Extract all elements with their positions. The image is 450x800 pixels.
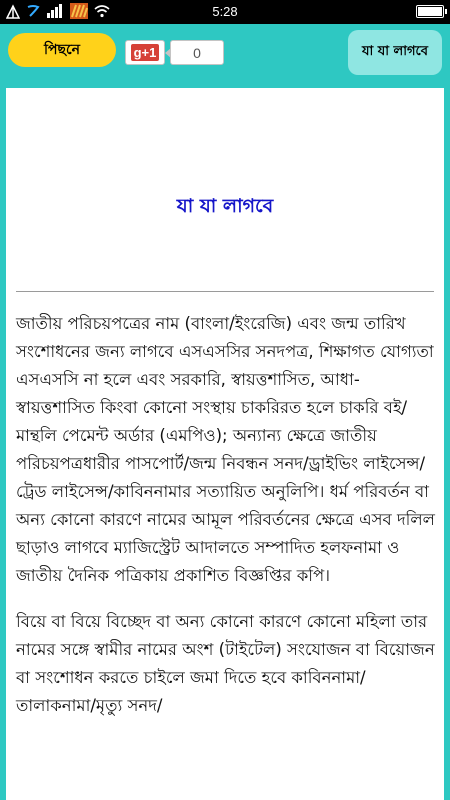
google-plus-one-button[interactable] xyxy=(125,40,165,65)
content-heading: যা যা লাগবে xyxy=(176,195,274,217)
divider xyxy=(16,291,434,292)
page-title-button[interactable]: যা যা লাগবে xyxy=(348,30,442,75)
content-paragraph: বিয়ে বা বিয়ে বিচ্ছেদ বা অন্য কোনো কারণে কোনো মহিলা তার নামের সঙ্গে স্বামীর নামের অংশ (টাইটেল) সংযোজন বা বিয়োজন বা সংশোধন করতে চাইলে জমা দিতে হবে কাবিননামা/তালাকনামা/মৃত্যু সনদ/ xyxy=(16,612,435,715)
plus-one-count: 0 xyxy=(170,40,224,65)
content-card xyxy=(6,88,444,800)
google-plus-icon: g+1 xyxy=(131,44,160,61)
status-time: 5:28 xyxy=(212,4,238,19)
battery-icon xyxy=(416,5,444,18)
content-body xyxy=(16,310,438,738)
status-bar xyxy=(0,0,450,24)
back-button[interactable]: পিছনে xyxy=(8,33,116,67)
content-paragraph: জাতীয় পরিচয়পত্রের নাম (বাংলা/ইংরেজি) এবং জন্ম তারিখ সংশোধনের জন্য লাগবে এসএসসির সনদপত্র, শিক্ষাগত যোগ্যতা এসএসসি না হলে এবং সরকারি, স্বায়ত্তশাসিত, আধা-স্বায়ত্তশাসিত কিংবা কোনো সংস্থায় চাকরিরত হলে চাকরি বই/মান্থলি পেমেন্ট অর্ডার (এমপিও); অন্যান্য ক্ষেত্রে জাতীয় পরিচয়পত্রধারীর পাসপোর্ট/জন্ম নিবন্ধন সনদ/ড্রাইভিং লাইসেন্স/ট্রেড লাইসেন্স/কাবিননামার সত্যায়িত অনুলিপি। ধর্ম পরিবর্তন বা অন্য কোনো কারণে নামের আমূল পরিবর্তনের ক্ষেত্রে এসব দলিল ছাড়াও লাগবে ম্যাজিস্ট্রেট আদালতে সম্পাদিত হলফনামা ও জাতীয় দৈনিক পত্রিকায় প্রকাশিত বিজ্ঞপ্তির কপি। xyxy=(16,314,435,585)
